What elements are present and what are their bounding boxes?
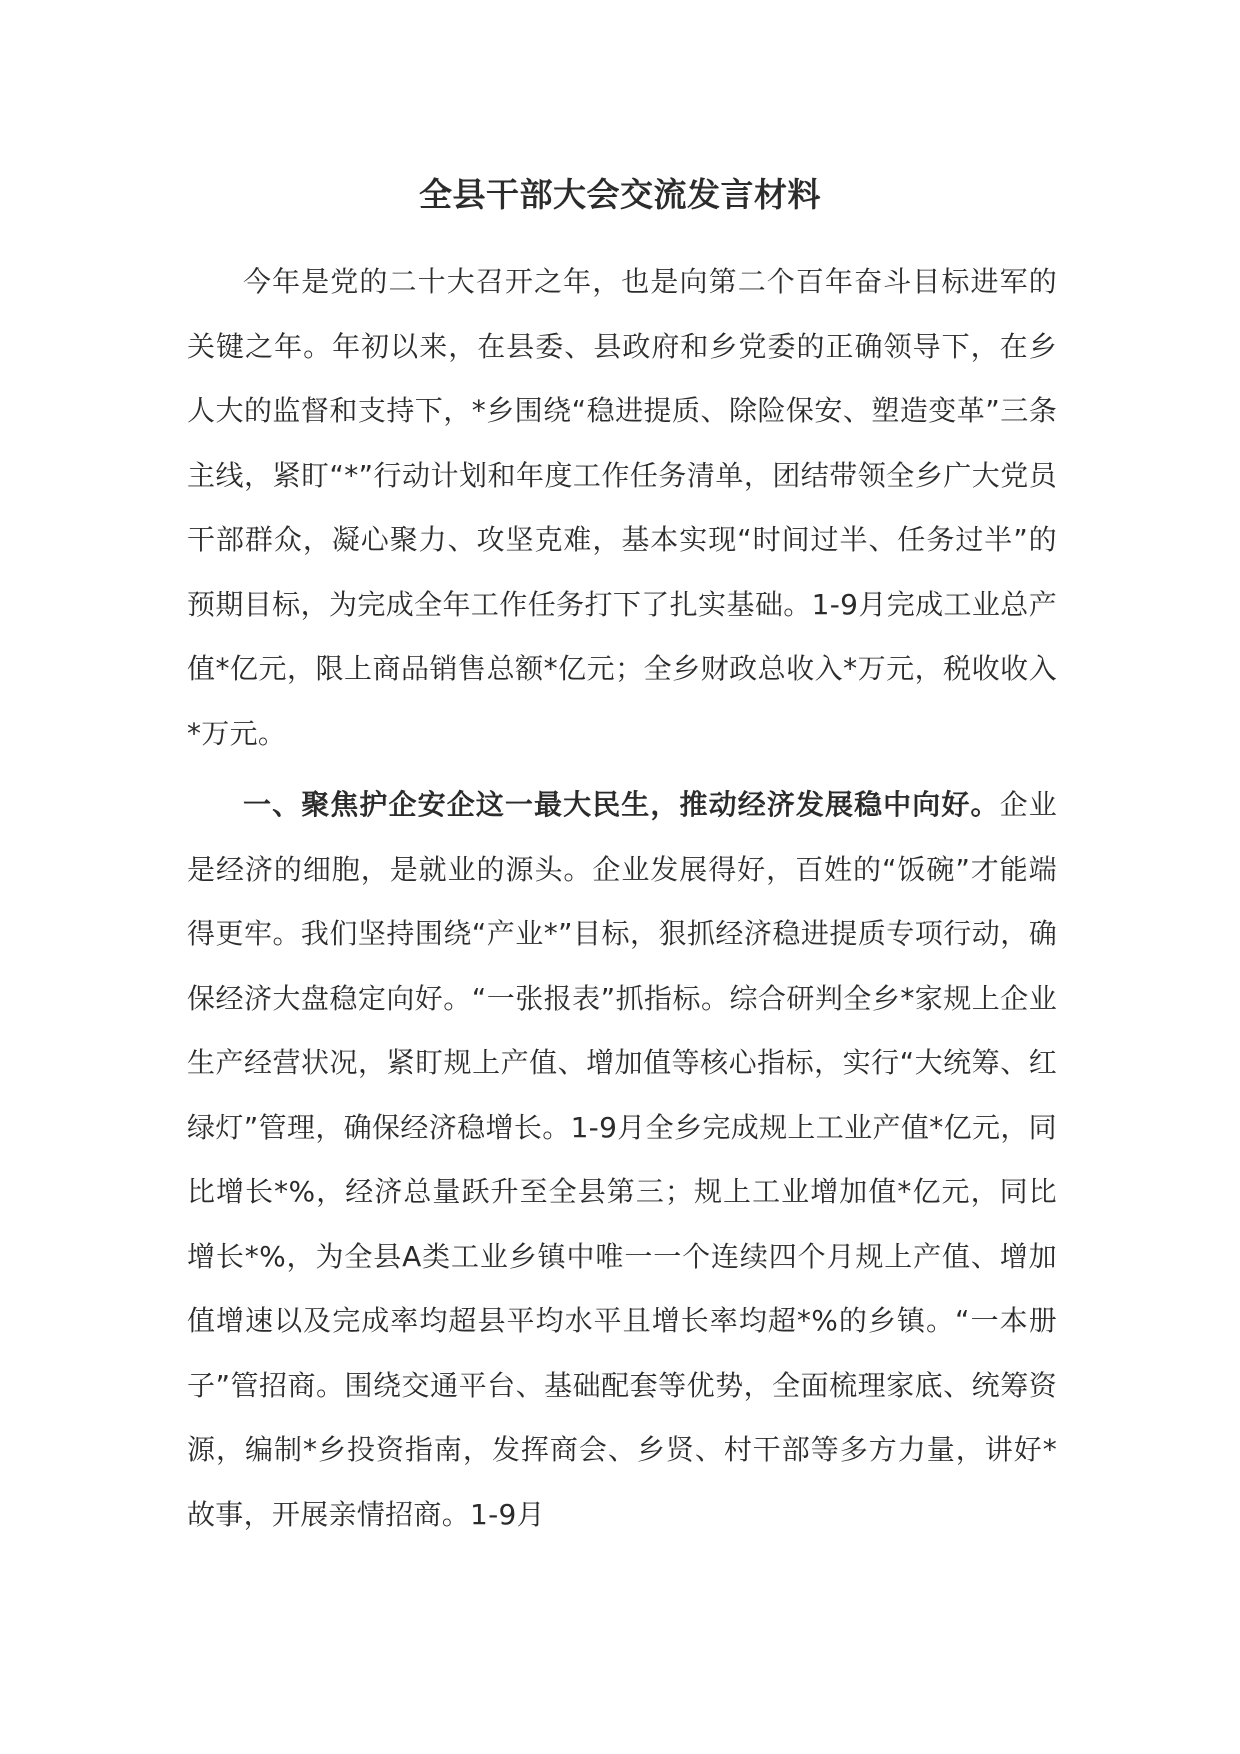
paragraph-text: 企业是经济的细胞，是就业的源头。企业发展得好，百姓的“饭碗”才能端得更牢。我们坚持围绕“产业*”目标，狠抓经济稳进提质专项行动，确保经济大盘稳定向好。“一张报表”抓指标。综合研判全乡*家规上企业生产经营状况，紧盯规上产值、增加值等核心指标，实行“大统筹、红绿灯”管理，确保经济稳增长。1-9月全乡完成规上工业产值*亿元，同比增长*%，经济总量跃升至全县第三；规上工业增加值*亿元，同比增长*%，为全县A类工业乡镇中唯一一个连续四个月规上产值、增加值增速以及完成率均超县平均水平且增长率均超*%的乡镇。“一本册子”管招商。围绕交通平台、基础配套等优势，全面梳理家底、统筹资源，编制*乡投资指南，发挥商会、乡贤、村干部等多方力量，讲好*故事，开展亲情招商。1-9月 xyxy=(187,788,1057,1531)
paragraph-text: 今年是党的二十大召开之年，也是向第二个百年奋斗目标进军的关键之年。年初以来，在县委、县政府和乡党委的正确领导下，在乡人大的监督和支持下，*乡围绕“稳进提质、除险保安、塑造变革”三条主线，紧盯“*”行动计划和年度工作任务清单，团结带领全乡广大党员干部群众，凝心聚力、攻坚克难，基本实现“时间过半、任务过半”的预期目标，为完成全年工作任务打下了扎实基础。1-9月完成工业总产值*亿元，限上商品销售总额*亿元；全乡财政总收入*万元，税收收入*万元。 xyxy=(187,265,1057,750)
section-one-paragraph xyxy=(187,773,1057,1547)
section-one-heading: 一、聚焦护企安企这一最大民生，推动经济发展稳中向好。 xyxy=(243,788,1000,821)
intro-paragraph xyxy=(187,250,1057,766)
document-body xyxy=(187,250,1057,1547)
document-title: 全县干部大会交流发言材料 xyxy=(419,175,821,214)
